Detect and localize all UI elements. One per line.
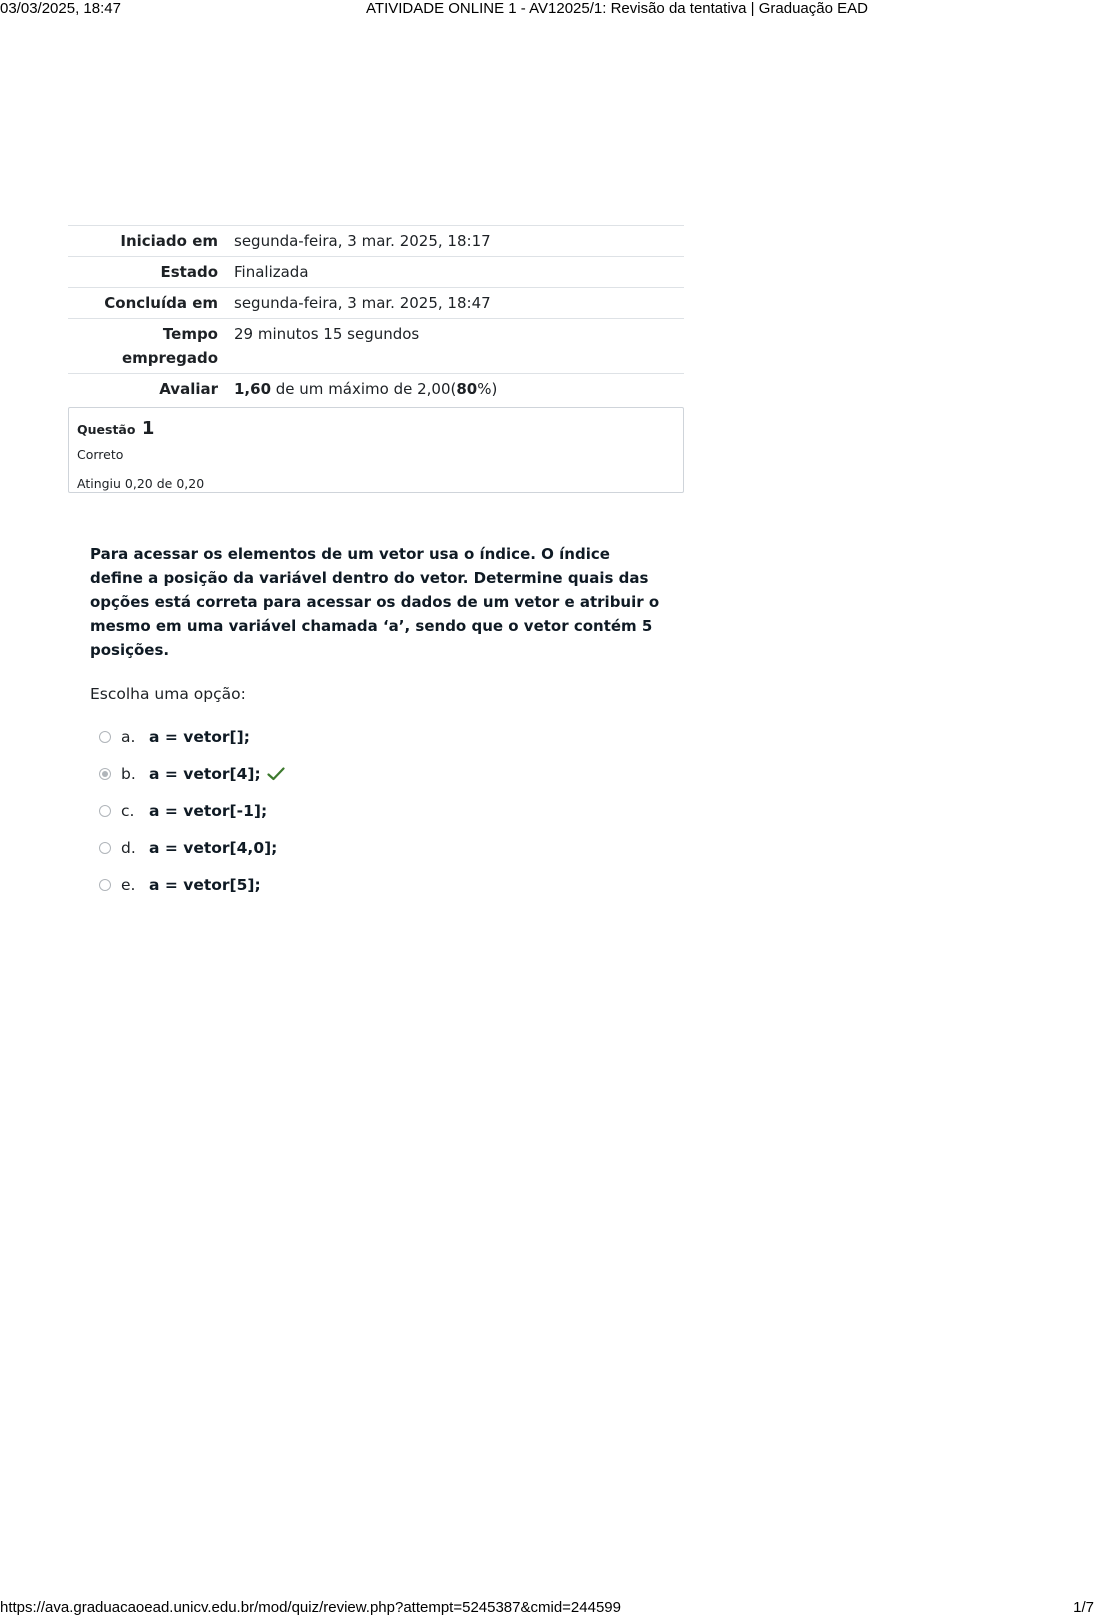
option-text: a = vetor[5];	[149, 875, 261, 894]
option-text: a = vetor[4];	[149, 764, 261, 783]
question-number	[77, 418, 675, 439]
option-letter: c.	[121, 801, 135, 820]
question-label: Questão	[77, 422, 136, 437]
option-letter: d.	[121, 838, 136, 857]
summary-row-completed	[68, 288, 684, 319]
radio-button[interactable]	[99, 805, 111, 817]
radio-button[interactable]	[99, 842, 111, 854]
summary-label: Estado	[160, 263, 218, 281]
answer-prompt: Escolha uma opção:	[90, 685, 246, 703]
summary-label: Iniciado em	[120, 232, 218, 250]
summary-row-time-taken	[68, 319, 684, 374]
radio-button[interactable]	[99, 879, 111, 891]
summary-value: segunda-feira, 3 mar. 2025, 18:17	[234, 232, 491, 250]
question-text: Para acessar os elementos de um vetor usa o índice. O índice define a posição da variável dentro do vetor. Determine quais das opções está correta para acessar os dados de um vetor e atribuir o mesmo em uma variável chamada ‘a’, sendo que o vetor contém 5 posições.	[90, 545, 660, 659]
radio-button-selected[interactable]	[99, 768, 111, 780]
print-page-title: ATIVIDADE ONLINE 1 - AV12025/1: Revisão da tentativa | Graduação EAD	[366, 0, 868, 17]
check-icon	[267, 767, 285, 781]
print-datetime: 03/03/2025, 18:47	[0, 0, 121, 17]
summary-label: Tempo empregado	[121, 325, 218, 367]
answer-option-a[interactable]	[99, 718, 285, 755]
summary-row-grade	[68, 374, 684, 405]
answer-option-b[interactable]	[99, 755, 285, 792]
summary-value: segunda-feira, 3 mar. 2025, 18:47	[234, 294, 491, 312]
answer-options	[99, 718, 285, 903]
grade-percent-suffix: %)	[477, 380, 498, 398]
summary-label: Concluída em	[104, 294, 218, 312]
radio-button[interactable]	[99, 731, 111, 743]
grade-percent: 80	[456, 380, 478, 398]
option-text: a = vetor[-1];	[149, 801, 268, 820]
question-number-value: 1	[141, 418, 155, 439]
question-info-box	[68, 407, 684, 493]
question-state: Correto	[77, 447, 124, 462]
option-text: a = vetor[];	[149, 727, 250, 746]
summary-value: 29 minutos 15 segundos	[234, 325, 420, 343]
question-grade: Atingiu 0,20 de 0,20	[77, 476, 205, 491]
answer-option-c[interactable]	[99, 792, 285, 829]
answer-option-e[interactable]	[99, 866, 285, 903]
attempt-summary-table	[68, 225, 684, 404]
grade-score: 1,60	[234, 380, 272, 398]
option-letter: b.	[121, 764, 136, 783]
print-url: https://ava.graduacaoead.unicv.edu.br/mod/quiz/review.php?attempt=5245387&cmid=244599	[0, 1599, 621, 1616]
grade-max-text: de um máximo de 2,00(	[271, 380, 457, 398]
summary-value: Finalizada	[234, 263, 309, 281]
print-header	[0, 0, 1094, 18]
summary-row-state	[68, 257, 684, 288]
summary-row-started	[68, 226, 684, 257]
answer-option-d[interactable]	[99, 829, 285, 866]
summary-value	[226, 374, 684, 405]
print-footer	[0, 1599, 1094, 1617]
option-letter: a.	[121, 727, 136, 746]
option-letter: e.	[121, 875, 136, 894]
option-text: a = vetor[4,0];	[149, 838, 278, 857]
print-page-number: 1/7	[1073, 1599, 1094, 1616]
summary-label: Avaliar	[159, 380, 218, 398]
